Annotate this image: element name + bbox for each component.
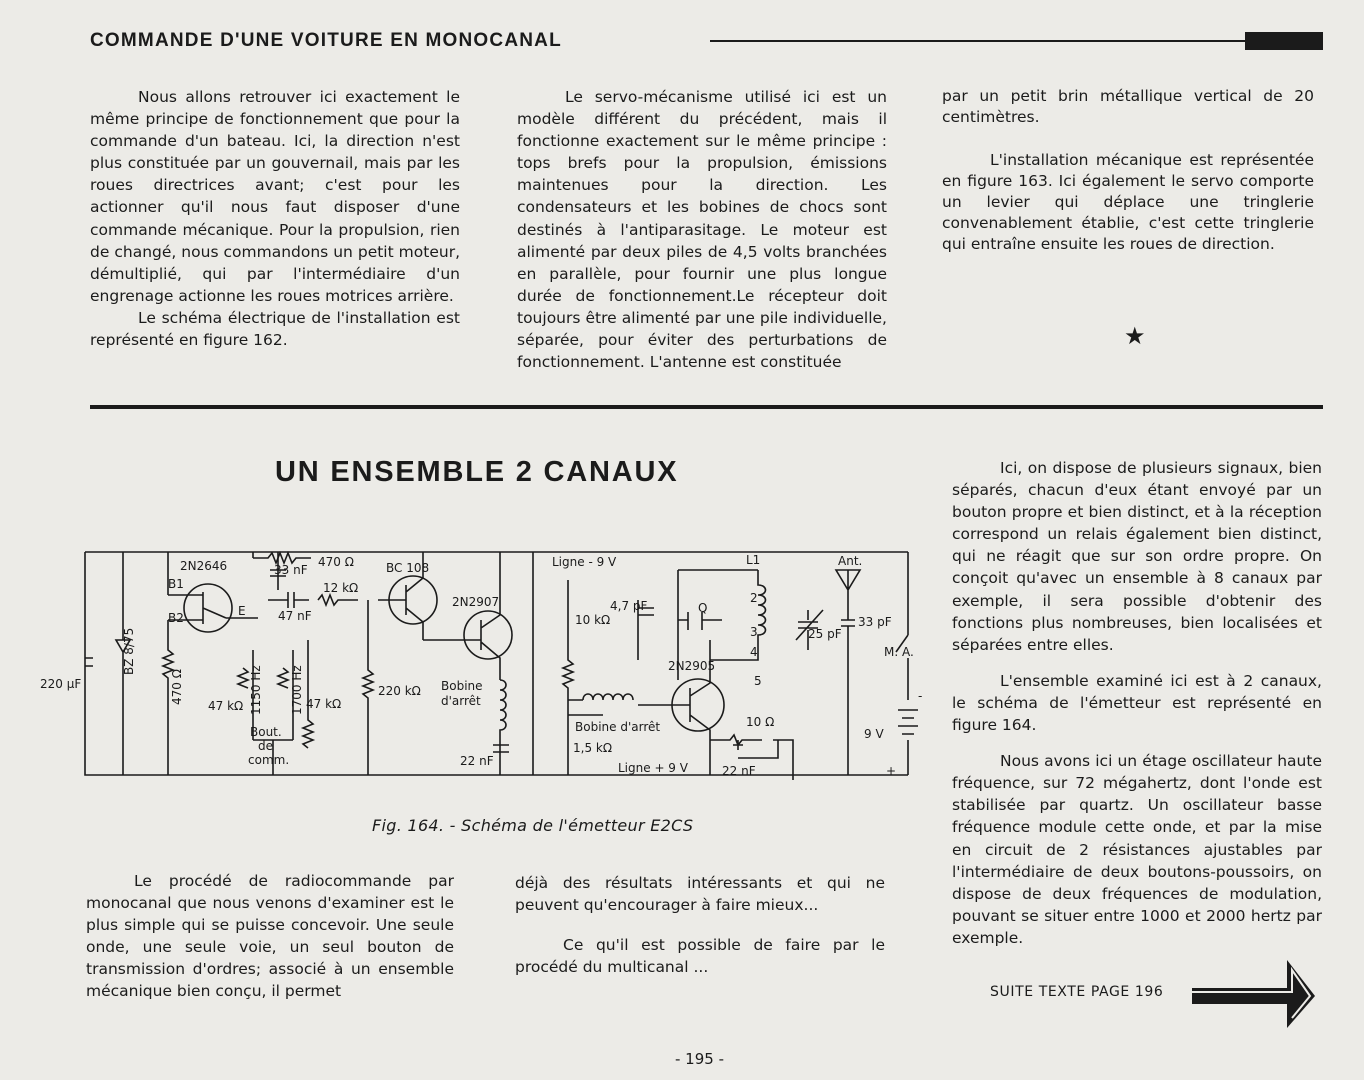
lbl-1150hz: 1150 Hz (249, 665, 263, 715)
bottom-middle-column (515, 872, 885, 978)
lbl-220uf: 220 µF (40, 677, 82, 691)
paragraph: Nous avons ici un étage oscillateur haute fréquence, sur 72 mégahertz, dont l'onde est stabilisée par quartz. Un oscillateur basse fréquence module cette onde, et par la mise en circuit de 2 résistances ajustables par l'intermédiaire de deux boutons-poussoirs, on dispose de deux fréquences de modulation, pouvant se situer entre 1000 et 2000 hertz par exemple. (952, 752, 1322, 947)
lbl-ant: Ant. (838, 554, 863, 568)
lbl-comm: comm. (248, 753, 290, 767)
page-number: - 195 - (675, 1050, 724, 1068)
lbl-47ka: 47 kΩ (208, 699, 244, 713)
lbl-4-7pf: 4,7 pF (610, 599, 648, 613)
lbl-bout: Bout. (250, 725, 282, 739)
lbl-47nf: 47 nF (278, 609, 312, 623)
continuation-note: SUITE TEXTE PAGE 196 (990, 984, 1164, 1000)
lbl-9v: 9 V (864, 727, 884, 741)
lbl-33pf: 33 pF (858, 615, 892, 629)
lbl-5: 5 (754, 674, 762, 688)
lbl-10-ohm: 10 Ω (746, 715, 775, 729)
lbl-ligne-9v-plus: Ligne + 9 V (618, 761, 688, 775)
lbl-b1: B1 (168, 577, 184, 591)
lbl-470b: 470 Ω (170, 669, 184, 705)
star-ornament: ★ (1124, 322, 1146, 350)
lbl-3: 3 (750, 625, 758, 639)
top-column-1 (90, 86, 460, 351)
paragraph: Ici, on dispose de plusieurs signaux, bien séparés, chacun d'eux étant envoyé par un bouton propre et bien distinct, et à la réception correspond un relais également bien distinct, qui ne réagit que sur son ordre propre. On conçoit qu'avec un ensemble à 8 canaux par exemple, il sera possible d'obtenir des fonctions plus nombreuses, bien localisées et séparées entre elles. (952, 459, 1322, 654)
lbl-l1: L1 (746, 553, 761, 567)
transmitter-schematic (38, 540, 933, 790)
paragraph: Ce qu'il est possible de faire par le procédé du multicanal ... (515, 936, 885, 977)
lbl-4: 4 (750, 645, 758, 659)
lbl-47kb: 47 kΩ (306, 697, 342, 711)
lbl-2n2646: 2N2646 (180, 559, 228, 573)
header-rule (710, 40, 1245, 42)
right-column (952, 457, 1322, 949)
lbl-470-ohm: 470 Ω (318, 555, 354, 569)
paragraph: par un petit brin métallique vertical de 20 centimètres. (942, 87, 1314, 126)
lbl-1-5k: 1,5 kΩ (573, 741, 613, 755)
lbl-ligne-9v-minus: Ligne - 9 V (552, 555, 617, 569)
lbl-q: Q (698, 601, 708, 615)
lbl-2n2905: 2N2905 (668, 659, 716, 673)
lbl-10k: 10 kΩ (575, 613, 611, 627)
paragraph: Le procédé de radiocommande par monocanal que nous venons d'examiner est le plus simple qui se puisse concevoir. Une seule onde, une seule voie, un seul bouton de transmission d'ordres; associé à un ensemble mécanique bien conçu, il permet (86, 872, 454, 1001)
lbl-bobine1a: Bobine (441, 679, 483, 693)
arrow-right-icon (1192, 956, 1317, 1031)
top-column-3 (942, 86, 1314, 255)
lbl-1700hz: 1700 Hz (290, 665, 304, 715)
bottom-left-column (86, 870, 454, 1003)
figure-caption: Fig. 164. - Schéma de l'émetteur E2CS (372, 816, 694, 835)
lbl-2: 2 (750, 591, 758, 605)
paragraph: déjà des résultats intéressants et qui ne peuvent qu'encourager à faire mieux... (515, 874, 885, 915)
lbl-bobine1b: d'arrêt (441, 694, 481, 708)
lbl-33nf: 33 nF (274, 563, 308, 577)
lbl-bc108: BC 108 (386, 561, 430, 575)
paragraph: Le schéma électrique de l'installation est représenté en figure 162. (90, 308, 460, 350)
paragraph: L'ensemble examiné ici est à 2 canaux, le schéma de l'émetteur est représenté en figure 164. (952, 671, 1322, 735)
lbl-m-a: M. A. (884, 645, 914, 659)
lbl-12k: 12 kΩ (323, 581, 359, 595)
lbl-minus: - (918, 689, 923, 703)
paragraph: Le servo-mécanisme utilisé ici est un modèle différent du précédent, mais il fonctionne exactement sur le même principe : tops brefs pour la propulsion, émissions maintenues pour la direction. Les condensateurs et les bobines de chocs sont destinés à l'antiparasitage. Le moteur est alimenté par deux piles de 4,5 volts branchées en parallèle, pour fournir une plus longue durée de fonctionnement.Le récepteur doit toujours être alimenté par une pile individuelle, séparée, pour éviter des perturbations de fonctionnement. L'antenne est constituée (517, 88, 887, 372)
lbl-e: E (238, 604, 246, 618)
lbl-25pf: 25 pF (808, 627, 842, 641)
paragraph: L'installation mécanique est représentée en figure 163. Ici également le servo comporte un levier qui déplace une tringlerie convenablement établie, c'est cette tringlerie qui entraîne ensuite les roues de direction. (942, 151, 1314, 253)
lbl-plus: + (886, 764, 897, 778)
paragraph: Nous allons retrouver ici exactement le même principe de fonctionnement que pour la commande d'un bateau. Ici, la direction n'est plus constituée par un gouvernail, mais par les roues directrices avant; c'est pour les actionner qu'il nous faut disposer d'une commande mécanique. Pour la propulsion, rien de changé, nous commandons un petit moteur, démultiplié, qui par l'intermédiaire d'un engrenage actionne les roues motrices arrière. (90, 88, 460, 305)
section-title: UN ENSEMBLE 2 CANAUX (275, 456, 679, 488)
lbl-22nfb: 22 nF (722, 764, 756, 778)
lbl-de: de (258, 739, 273, 753)
lbl-bobine-arret-2: Bobine d'arrêt (575, 720, 661, 734)
lbl-2n2907: 2N2907 (452, 595, 500, 609)
section-divider (90, 405, 1323, 409)
lbl-220k: 220 kΩ (378, 684, 421, 698)
top-column-2 (517, 86, 887, 373)
running-header: COMMANDE D'UNE VOITURE EN MONOCANAL (90, 30, 562, 51)
header-block (1245, 32, 1323, 50)
lbl-b2: B2 (168, 611, 184, 625)
lbl-22nfa: 22 nF (460, 754, 494, 768)
lbl-bz875: BZ 8/75 (122, 627, 136, 675)
